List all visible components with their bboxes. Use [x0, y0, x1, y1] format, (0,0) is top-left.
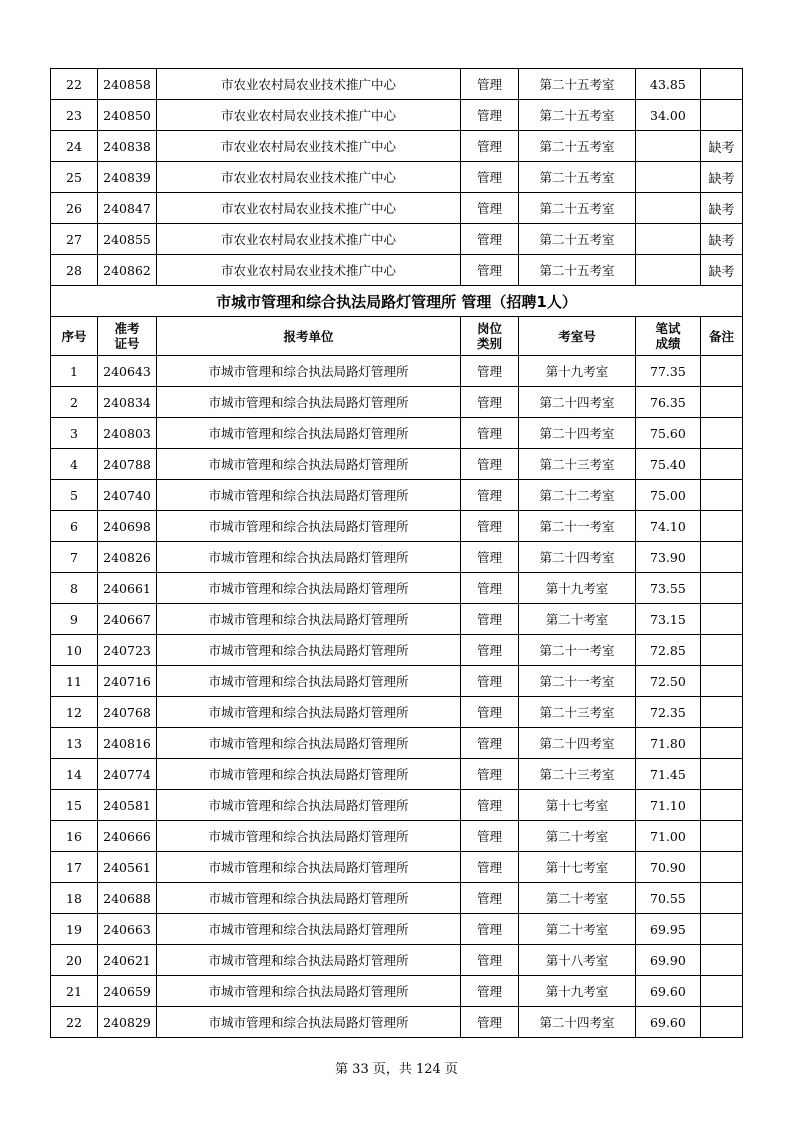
cell-room: 第二十三考室: [519, 697, 636, 728]
table-row: [51, 356, 743, 387]
cell-category: 管理: [461, 1007, 519, 1038]
cell-category: 管理: [461, 821, 519, 852]
cell-ticket: 240768: [98, 697, 157, 728]
cell-seq: 10: [51, 635, 98, 666]
cell-room: 第二十五考室: [519, 255, 636, 286]
cell-note: [701, 790, 743, 821]
cell-ticket: 240862: [98, 255, 157, 286]
cell-note: [701, 573, 743, 604]
cell-score: [636, 162, 701, 193]
cell-score: 71.45: [636, 759, 701, 790]
cell-ticket: 240788: [98, 449, 157, 480]
cell-note: 缺考: [701, 255, 743, 286]
cell-category: 管理: [461, 162, 519, 193]
table-row: [51, 224, 743, 255]
cell-score: 69.95: [636, 914, 701, 945]
cell-room: 第二十四考室: [519, 1007, 636, 1038]
cell-room: 第二十一考室: [519, 666, 636, 697]
cell-note: 缺考: [701, 224, 743, 255]
cell-unit: 市农业农村局农业技术推广中心: [157, 224, 461, 255]
cell-note: [701, 387, 743, 418]
score-table: [50, 68, 743, 1038]
cell-ticket: 240803: [98, 418, 157, 449]
cell-score: 43.85: [636, 69, 701, 100]
cell-note: [701, 666, 743, 697]
table-row: [51, 821, 743, 852]
table-row: [51, 697, 743, 728]
cell-room: 第二十五考室: [519, 162, 636, 193]
cell-room: 第二十三考室: [519, 449, 636, 480]
cell-ticket: 240698: [98, 511, 157, 542]
table-row: [51, 604, 743, 635]
cell-unit: 市城市管理和综合执法局路灯管理所: [157, 573, 461, 604]
cell-seq: 6: [51, 511, 98, 542]
cell-ticket: 240838: [98, 131, 157, 162]
cell-room: 第二十四考室: [519, 542, 636, 573]
cell-room: 第二十五考室: [519, 131, 636, 162]
cell-category: 管理: [461, 945, 519, 976]
cell-category: 管理: [461, 883, 519, 914]
cell-category: 管理: [461, 255, 519, 286]
cell-score: 75.00: [636, 480, 701, 511]
cell-note: [701, 883, 743, 914]
cell-score: 34.00: [636, 100, 701, 131]
cell-room: 第二十考室: [519, 604, 636, 635]
cell-room: 第二十四考室: [519, 418, 636, 449]
cell-seq: 3: [51, 418, 98, 449]
cell-room: 第十九考室: [519, 573, 636, 604]
cell-category: 管理: [461, 759, 519, 790]
cell-category: 管理: [461, 790, 519, 821]
cell-score: 71.10: [636, 790, 701, 821]
cell-unit: 市城市管理和综合执法局路灯管理所: [157, 666, 461, 697]
cell-ticket: 240663: [98, 914, 157, 945]
cell-room: 第十八考室: [519, 945, 636, 976]
cell-score: 71.00: [636, 821, 701, 852]
cell-room: 第十七考室: [519, 790, 636, 821]
cell-unit: 市城市管理和综合执法局路灯管理所: [157, 356, 461, 387]
cell-category: 管理: [461, 480, 519, 511]
cell-ticket: 240858: [98, 69, 157, 100]
table-row: [51, 69, 743, 100]
cell-category: 管理: [461, 356, 519, 387]
cell-unit: 市城市管理和综合执法局路灯管理所: [157, 480, 461, 511]
table-row: [51, 131, 743, 162]
cell-category: 管理: [461, 728, 519, 759]
cell-score: 69.90: [636, 945, 701, 976]
cell-score: 75.60: [636, 418, 701, 449]
cell-ticket: 240850: [98, 100, 157, 131]
cell-seq: 21: [51, 976, 98, 1007]
cell-category: 管理: [461, 387, 519, 418]
cell-score: 77.35: [636, 356, 701, 387]
cell-score: 73.55: [636, 573, 701, 604]
cell-category: 管理: [461, 511, 519, 542]
cell-seq: 12: [51, 697, 98, 728]
table-row: [51, 100, 743, 131]
cell-ticket: 240643: [98, 356, 157, 387]
table-row: [51, 728, 743, 759]
cell-room: 第十九考室: [519, 976, 636, 1007]
cell-category: 管理: [461, 914, 519, 945]
table-row: [51, 418, 743, 449]
cell-seq: 5: [51, 480, 98, 511]
cell-unit: 市城市管理和综合执法局路灯管理所: [157, 511, 461, 542]
cell-unit: 市城市管理和综合执法局路灯管理所: [157, 728, 461, 759]
cell-unit: 市农业农村局农业技术推广中心: [157, 255, 461, 286]
cell-category: 管理: [461, 418, 519, 449]
cell-ticket: 240839: [98, 162, 157, 193]
cell-category: 管理: [461, 852, 519, 883]
table-row: [51, 162, 743, 193]
cell-score: 75.40: [636, 449, 701, 480]
cell-ticket: 240847: [98, 193, 157, 224]
cell-category: 管理: [461, 69, 519, 100]
table-row: [51, 914, 743, 945]
cell-unit: 市城市管理和综合执法局路灯管理所: [157, 449, 461, 480]
cell-category: 管理: [461, 542, 519, 573]
cell-seq: 1: [51, 356, 98, 387]
page-footer: 第 33 页，共 124 页: [335, 1062, 458, 1077]
cell-seq: 2: [51, 387, 98, 418]
header-seq: 序号: [51, 317, 98, 356]
column-header-row: [51, 317, 743, 356]
table-row: [51, 1007, 743, 1038]
cell-category: 管理: [461, 604, 519, 635]
header-category-line-2: 类别: [476, 336, 502, 351]
cell-note: 缺考: [701, 193, 743, 224]
cell-room: 第二十三考室: [519, 759, 636, 790]
previous-section-rows: [51, 69, 743, 286]
cell-ticket: 240855: [98, 224, 157, 255]
cell-unit: 市城市管理和综合执法局路灯管理所: [157, 635, 461, 666]
cell-unit: 市城市管理和综合执法局路灯管理所: [157, 759, 461, 790]
header-score-line-2: 成绩: [655, 336, 681, 351]
table-row: [51, 449, 743, 480]
cell-ticket: 240740: [98, 480, 157, 511]
cell-category: 管理: [461, 100, 519, 131]
cell-score: [636, 224, 701, 255]
cell-note: [701, 604, 743, 635]
cell-score: 73.15: [636, 604, 701, 635]
cell-unit: 市城市管理和综合执法局路灯管理所: [157, 883, 461, 914]
cell-category: 管理: [461, 976, 519, 1007]
cell-score: 72.85: [636, 635, 701, 666]
cell-seq: 15: [51, 790, 98, 821]
cell-seq: 11: [51, 666, 98, 697]
table-row: [51, 883, 743, 914]
cell-seq: 9: [51, 604, 98, 635]
cell-unit: 市城市管理和综合执法局路灯管理所: [157, 790, 461, 821]
cell-score: 70.55: [636, 883, 701, 914]
cell-note: [701, 69, 743, 100]
cell-ticket: 240723: [98, 635, 157, 666]
cell-ticket: 240829: [98, 1007, 157, 1038]
cell-room: 第二十考室: [519, 914, 636, 945]
header-room: 考室号: [519, 317, 636, 356]
cell-unit: 市城市管理和综合执法局路灯管理所: [157, 604, 461, 635]
cell-room: 第十九考室: [519, 356, 636, 387]
table-row: [51, 635, 743, 666]
cell-seq: 18: [51, 883, 98, 914]
cell-ticket: 240816: [98, 728, 157, 759]
table-row: [51, 759, 743, 790]
header-score: [636, 317, 701, 356]
cell-note: 缺考: [701, 131, 743, 162]
cell-category: 管理: [461, 635, 519, 666]
cell-score: [636, 255, 701, 286]
cell-note: [701, 511, 743, 542]
table-row: [51, 480, 743, 511]
cell-ticket: 240581: [98, 790, 157, 821]
cell-score: 70.90: [636, 852, 701, 883]
cell-seq: 20: [51, 945, 98, 976]
header-category: [461, 317, 519, 356]
table-row: [51, 255, 743, 286]
section-rows: [51, 356, 743, 1038]
cell-note: 缺考: [701, 162, 743, 193]
header-score-line-1: 笔试: [655, 321, 681, 336]
cell-note: [701, 356, 743, 387]
cell-unit: 市城市管理和综合执法局路灯管理所: [157, 914, 461, 945]
table-row: [51, 852, 743, 883]
cell-unit: 市城市管理和综合执法局路灯管理所: [157, 418, 461, 449]
cell-seq: 7: [51, 542, 98, 573]
cell-unit: 市城市管理和综合执法局路灯管理所: [157, 945, 461, 976]
cell-category: 管理: [461, 697, 519, 728]
cell-seq: 22: [51, 1007, 98, 1038]
header-category-line-1: 岗位: [476, 321, 502, 336]
cell-score: 69.60: [636, 976, 701, 1007]
cell-unit: 市农业农村局农业技术推广中心: [157, 100, 461, 131]
cell-room: 第二十五考室: [519, 193, 636, 224]
table-row: [51, 193, 743, 224]
cell-note: [701, 821, 743, 852]
cell-ticket: 240716: [98, 666, 157, 697]
header-ticket-line-2: 证号: [114, 336, 140, 351]
cell-category: 管理: [461, 131, 519, 162]
cell-room: 第二十四考室: [519, 387, 636, 418]
cell-note: [701, 728, 743, 759]
cell-note: [701, 852, 743, 883]
cell-seq: 24: [51, 131, 98, 162]
cell-room: 第二十五考室: [519, 69, 636, 100]
table-row: [51, 573, 743, 604]
cell-room: 第二十考室: [519, 883, 636, 914]
cell-ticket: 240688: [98, 883, 157, 914]
cell-unit: 市农业农村局农业技术推广中心: [157, 69, 461, 100]
cell-category: 管理: [461, 573, 519, 604]
cell-unit: 市农业农村局农业技术推广中心: [157, 162, 461, 193]
cell-unit: 市城市管理和综合执法局路灯管理所: [157, 387, 461, 418]
cell-room: 第二十四考室: [519, 728, 636, 759]
cell-note: [701, 945, 743, 976]
cell-category: 管理: [461, 449, 519, 480]
table-row: [51, 511, 743, 542]
cell-seq: 23: [51, 100, 98, 131]
table-row: [51, 790, 743, 821]
cell-seq: 4: [51, 449, 98, 480]
cell-seq: 27: [51, 224, 98, 255]
cell-score: 74.10: [636, 511, 701, 542]
cell-unit: 市城市管理和综合执法局路灯管理所: [157, 697, 461, 728]
cell-score: [636, 193, 701, 224]
table-row: [51, 945, 743, 976]
cell-seq: 25: [51, 162, 98, 193]
cell-unit: 市城市管理和综合执法局路灯管理所: [157, 1007, 461, 1038]
cell-room: 第二十五考室: [519, 224, 636, 255]
cell-unit: 市城市管理和综合执法局路灯管理所: [157, 976, 461, 1007]
cell-ticket: 240667: [98, 604, 157, 635]
cell-ticket: 240774: [98, 759, 157, 790]
cell-score: 72.50: [636, 666, 701, 697]
cell-score: 76.35: [636, 387, 701, 418]
cell-ticket: 240834: [98, 387, 157, 418]
cell-note: [701, 480, 743, 511]
cell-seq: 17: [51, 852, 98, 883]
cell-seq: 13: [51, 728, 98, 759]
cell-note: [701, 100, 743, 131]
cell-note: [701, 635, 743, 666]
cell-score: 69.60: [636, 1007, 701, 1038]
cell-ticket: 240621: [98, 945, 157, 976]
cell-seq: 8: [51, 573, 98, 604]
header-ticket: [98, 317, 157, 356]
table-row: [51, 387, 743, 418]
cell-seq: 19: [51, 914, 98, 945]
cell-note: [701, 976, 743, 1007]
cell-ticket: 240561: [98, 852, 157, 883]
cell-seq: 14: [51, 759, 98, 790]
cell-seq: 22: [51, 69, 98, 100]
cell-ticket: 240659: [98, 976, 157, 1007]
cell-room: 第二十二考室: [519, 480, 636, 511]
cell-score: 73.90: [636, 542, 701, 573]
cell-room: 第二十一考室: [519, 635, 636, 666]
cell-ticket: 240826: [98, 542, 157, 573]
table-row: [51, 976, 743, 1007]
cell-score: 71.80: [636, 728, 701, 759]
cell-unit: 市城市管理和综合执法局路灯管理所: [157, 542, 461, 573]
cell-note: [701, 418, 743, 449]
cell-note: [701, 449, 743, 480]
cell-note: [701, 697, 743, 728]
section-title: 市城市管理和综合执法局路灯管理所 管理（招聘1人）: [51, 286, 743, 317]
cell-room: 第十七考室: [519, 852, 636, 883]
cell-note: [701, 759, 743, 790]
section-header: [51, 286, 743, 356]
cell-seq: 28: [51, 255, 98, 286]
cell-unit: 市城市管理和综合执法局路灯管理所: [157, 821, 461, 852]
cell-note: [701, 914, 743, 945]
cell-ticket: 240666: [98, 821, 157, 852]
cell-note: [701, 542, 743, 573]
header-note: 备注: [701, 317, 743, 356]
cell-note: [701, 1007, 743, 1038]
table-row: [51, 542, 743, 573]
section-title-row: [51, 286, 743, 317]
cell-room: 第二十考室: [519, 821, 636, 852]
cell-category: 管理: [461, 666, 519, 697]
cell-unit: 市农业农村局农业技术推广中心: [157, 193, 461, 224]
cell-seq: 16: [51, 821, 98, 852]
cell-room: 第二十五考室: [519, 100, 636, 131]
cell-category: 管理: [461, 224, 519, 255]
header-ticket-line-1: 准考: [114, 321, 140, 336]
cell-score: [636, 131, 701, 162]
header-unit: 报考单位: [157, 317, 461, 356]
table-row: [51, 666, 743, 697]
cell-category: 管理: [461, 193, 519, 224]
cell-ticket: 240661: [98, 573, 157, 604]
cell-room: 第二十一考室: [519, 511, 636, 542]
cell-unit: 市城市管理和综合执法局路灯管理所: [157, 852, 461, 883]
cell-seq: 26: [51, 193, 98, 224]
cell-score: 72.35: [636, 697, 701, 728]
cell-unit: 市农业农村局农业技术推广中心: [157, 131, 461, 162]
